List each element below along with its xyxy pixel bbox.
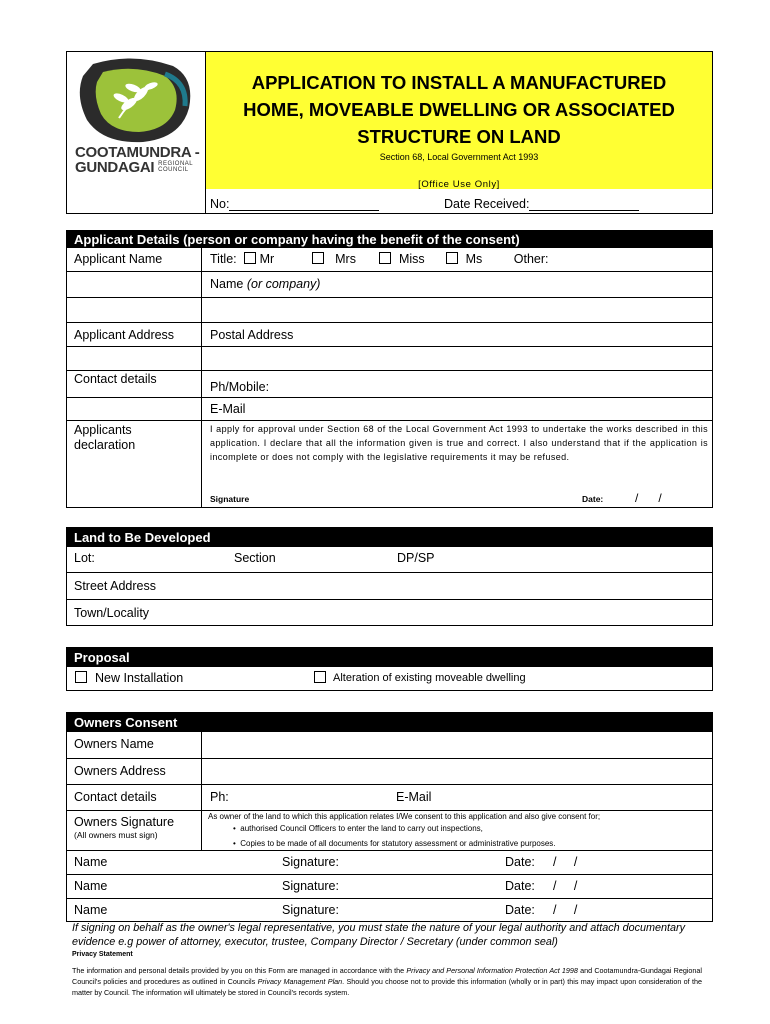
- privacy-heading: Privacy Statement: [72, 951, 133, 958]
- owner-sign-row[interactable]: [67, 874, 712, 898]
- title-label: Title:: [210, 252, 237, 266]
- title-ms-label: Ms: [465, 252, 483, 266]
- owner-row-name-label: Name: [74, 855, 108, 869]
- lot-field[interactable]: [87, 547, 227, 571]
- owner-row-date-label: Date:: [505, 879, 535, 893]
- title-mrs-label: Mrs: [335, 252, 356, 266]
- applicant-section: [66, 230, 713, 508]
- owner-row-name-label: Name: [74, 903, 108, 917]
- applicant-name-label: Applicant Name: [74, 252, 163, 266]
- no-field[interactable]: [229, 199, 379, 211]
- owners-name-field[interactable]: [201, 732, 712, 758]
- council-logo: [67, 52, 206, 213]
- lot-row: [67, 547, 712, 572]
- owner-row-date-field[interactable]: / /: [553, 879, 578, 893]
- council-emblem-icon: [73, 56, 199, 148]
- title-ms-checkbox[interactable]: [446, 252, 458, 264]
- all-owners-note: (All owners must sign): [74, 830, 158, 840]
- consent-bullet-1: • authorised Council Officers to enter the land to carry out inspections,: [233, 824, 483, 833]
- owner-row-date-label: Date:: [505, 855, 535, 869]
- owner-row-date-field[interactable]: / /: [553, 903, 578, 917]
- alteration-checkbox[interactable]: [314, 671, 326, 683]
- email-field[interactable]: E-Mail: [201, 398, 712, 420]
- owners-heading: Owners Consent: [67, 713, 712, 732]
- act-reference: Section 68, Local Government Act 1993: [379, 152, 539, 162]
- title-block: [206, 52, 712, 189]
- alteration-label: Alteration of existing moveable dwelling: [333, 672, 526, 684]
- street-row[interactable]: [67, 572, 712, 599]
- owner-row-signature-label: Signature:: [282, 879, 339, 893]
- name-company-input[interactable]: [201, 298, 712, 322]
- dpsp-label: DP/SP: [397, 551, 435, 565]
- postal-address-field[interactable]: Postal Address: [201, 323, 712, 346]
- owners-signature-block: [67, 811, 201, 850]
- title-mr-label: Mr: [259, 252, 275, 266]
- office-use-label: [Office Use Only]: [418, 179, 500, 190]
- owner-row-name-label: Name: [74, 879, 108, 893]
- date-received-label: Date Received:: [444, 197, 530, 211]
- declaration-text: I apply for approval under Section 68 of the Local Government Act 1993 to undertake the works described in this application. I declare that all the information given is true and correct. I also understand that if the application is incomplete or does not comply with the legislative requirements it may be refused.: [210, 424, 708, 462]
- owners-signature-label: Owners Signature: [74, 815, 175, 829]
- council-name-line1: COOTAMUNDRA -: [75, 144, 200, 161]
- owner-row-date-label: Date:: [505, 903, 535, 917]
- council-tag-council: COUNCIL: [158, 167, 189, 173]
- owners-email-label[interactable]: E-Mail: [396, 790, 432, 804]
- phone-mobile-field[interactable]: Ph/Mobile:: [201, 371, 712, 397]
- town-row[interactable]: [67, 599, 712, 625]
- title-mrs-checkbox[interactable]: [312, 252, 324, 264]
- declaration-date-field[interactable]: / /: [635, 491, 662, 505]
- consent-text: As owner of the land to which this application relates I/We consent to this application and also give consent for;: [208, 812, 601, 821]
- council-tag-regional: REGIONAL: [158, 161, 194, 167]
- applicant-address-label: Applicant Address: [74, 328, 175, 342]
- dpsp-field[interactable]: [442, 547, 702, 571]
- owners-section: [66, 712, 713, 922]
- privacy-statement: The information and personal details provided by you on this Form are managed in accordance with the Privacy and Personal Information Protection Act 1998 and Cootamundra-Gundagai Regional Council's policies and procedures as outlined in Councils Privacy Management Plan. Should you choose not to provide this information (wholly or in part) this may impact upon consideration of the matter by Council. The information will ultimately be stored in Council's records system.: [72, 966, 703, 997]
- owner-row-signature-label: Signature:: [282, 903, 339, 917]
- owner-sign-row[interactable]: [67, 898, 712, 922]
- legal-representative-note: If signing on behalf as the owner's legal representative, you must state the nature of your legal authority and attach documentary evidence e.g power of attorney, executor, trustee, Company Director / Secretary (under common seal): [72, 922, 686, 948]
- office-use-row: [206, 193, 712, 215]
- section-field[interactable]: [283, 547, 393, 571]
- new-installation-checkbox[interactable]: [75, 671, 87, 683]
- section-label: Section: [234, 551, 276, 565]
- date-received-field[interactable]: [529, 199, 639, 211]
- postal-address-input[interactable]: [201, 347, 712, 370]
- form-title: APPLICATION TO INSTALL A MANUFACTURED HOME, MOVEABLE DWELLING OR ASSOCIATED STRUCTURE ON LAND: [243, 72, 675, 147]
- contact-details-label: Contact details: [74, 372, 157, 386]
- signature-field[interactable]: [453, 494, 703, 504]
- title-mr-checkbox[interactable]: [244, 252, 256, 264]
- proposal-section: [66, 647, 713, 691]
- owner-row-date-field[interactable]: / /: [553, 855, 578, 869]
- owners-address-label: Owners Address: [74, 764, 166, 778]
- lot-label: Lot:: [74, 551, 95, 565]
- street-address-label: Street Address: [74, 579, 156, 593]
- proposal-heading: Proposal: [67, 648, 712, 667]
- owner-sign-row[interactable]: [67, 850, 712, 874]
- owners-contact-label: Contact details: [74, 790, 157, 804]
- owners-name-label: Owners Name: [74, 737, 154, 751]
- no-label: No:: [210, 197, 230, 211]
- owners-contact-field: [201, 785, 712, 810]
- form-header: [66, 51, 713, 214]
- land-section: [66, 527, 713, 626]
- declaration-label: Applicants declaration: [74, 423, 136, 452]
- town-locality-label: Town/Locality: [74, 606, 150, 620]
- name-company-field[interactable]: Name (or company): [201, 272, 712, 297]
- title-miss-label: Miss: [398, 252, 425, 266]
- council-name-line2: GUNDAGAI: [75, 159, 155, 176]
- declaration-date-label: Date:: [582, 494, 604, 504]
- signature-label: Signature: [210, 494, 250, 504]
- new-installation-label: New Installation: [95, 671, 184, 685]
- title-other-label: Other:: [513, 252, 549, 266]
- owners-phone-label[interactable]: Ph:: [210, 790, 229, 804]
- consent-text-block: [201, 811, 712, 850]
- consent-bullet-2: • Copies to be made of all documents for statutory assessment or administrative purposes.: [233, 839, 556, 848]
- owner-row-signature-label: Signature:: [282, 855, 339, 869]
- declaration-block: [201, 421, 712, 507]
- title-miss-checkbox[interactable]: [379, 252, 391, 264]
- title-field: [201, 248, 712, 271]
- owners-address-field[interactable]: [201, 759, 712, 784]
- applicant-heading: Applicant Details (person or company having the benefit of the consent): [67, 231, 712, 248]
- land-heading: Land to Be Developed: [67, 528, 712, 547]
